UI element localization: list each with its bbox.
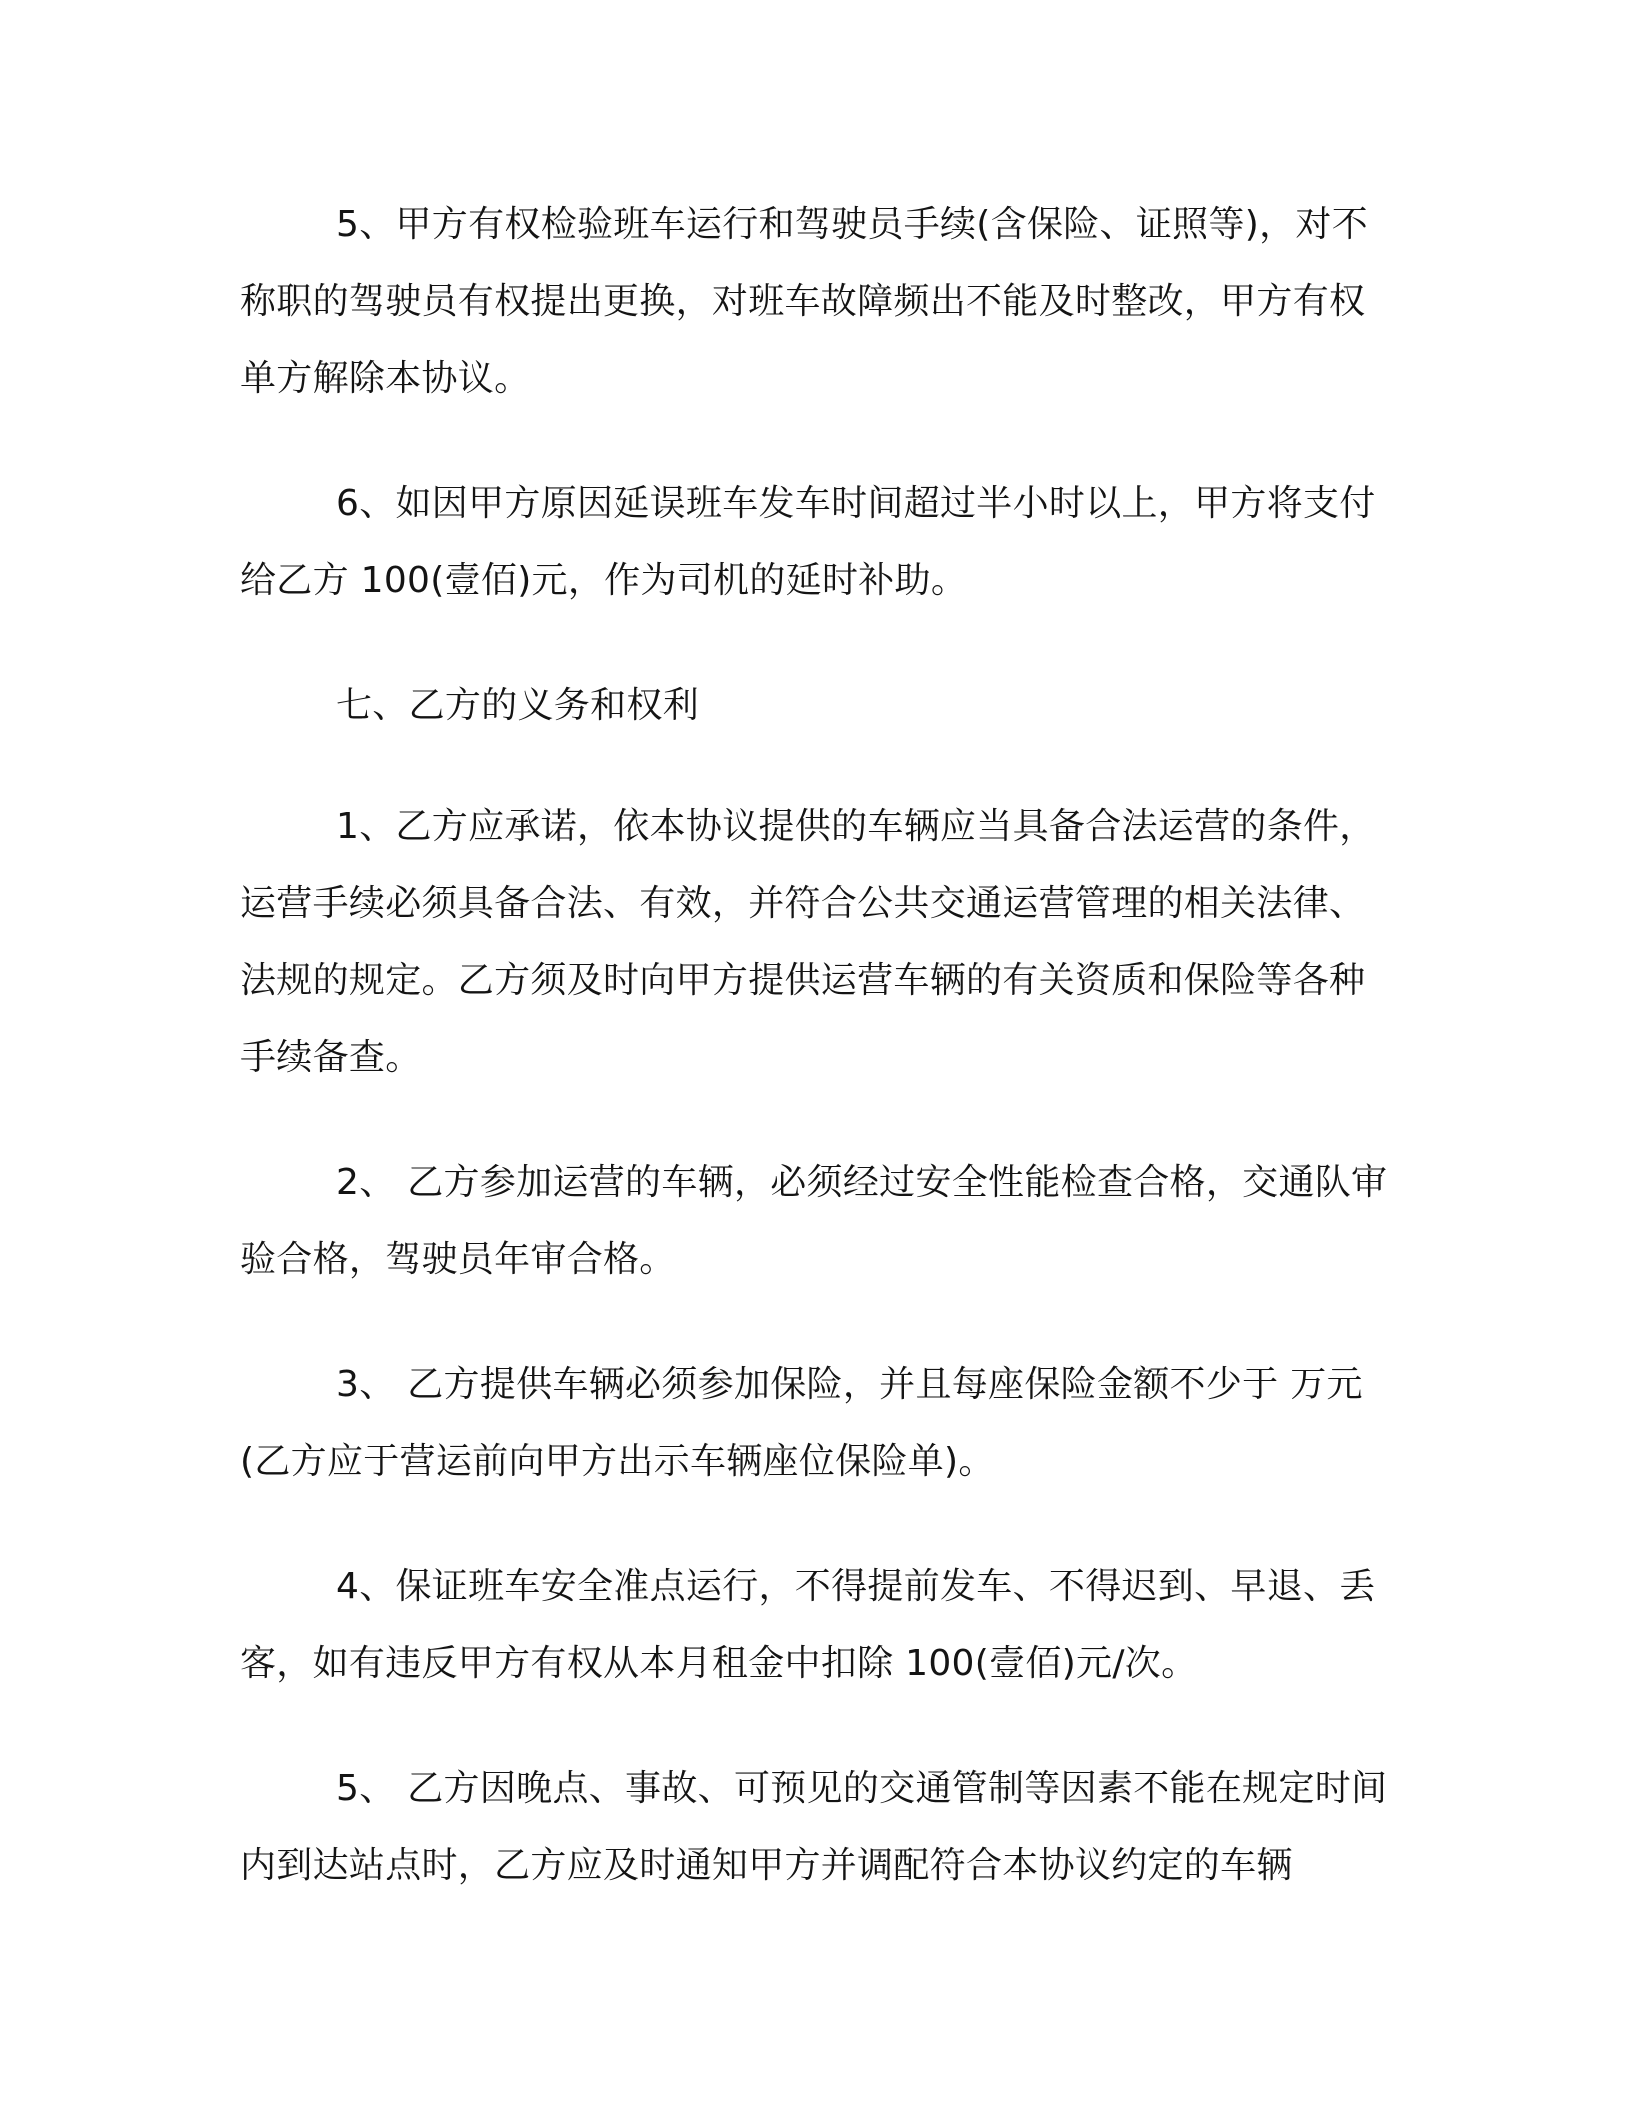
document-body bbox=[240, 186, 1395, 1952]
paragraph-clause-6-delay-compensation: 6、如因甲方原因延误班车发车时间超过半小时以上，甲方将支付给乙方 100(壹佰)元，作为司机的延时补助。 bbox=[240, 483, 1376, 601]
paragraph-clause-1-vehicle-compliance: 1、乙方应承诺，依本协议提供的车辆应当具备合法运营的条件，运营手续必须具备合法、有效，并符合公共交通运营管理的相关法律、法规的规定。乙方须及时向甲方提供运营车辆的有关资质和保险等各种手续备查。 bbox=[240, 806, 1376, 1078]
section-heading-party-b-obligations: 七、乙方的义务和权利 bbox=[336, 685, 700, 726]
paragraph-clause-2-safety-inspection: 2、 乙方参加运营的车辆，必须经过安全性能检查合格，交通队审验合格，驾驶员年审合格。 bbox=[240, 1162, 1388, 1280]
paragraph-clause-3-insurance: 3、 乙方提供车辆必须参加保险，并且每座保险金额不少于 万元(乙方应于营运前向甲方出示车辆座位保险单)。 bbox=[240, 1364, 1363, 1482]
paragraph-clause-4-punctuality: 4、保证班车安全准点运行，不得提前发车、不得迟到、早退、丢客，如有违反甲方有权从本月租金中扣除 100(壹佰)元/次。 bbox=[240, 1566, 1376, 1684]
paragraph-clause-5-delay-notification: 5、 乙方因晚点、事故、可预见的交通管制等因素不能在规定时间内到达站点时，乙方应及时通知甲方并调配符合本协议约定的车辆 bbox=[240, 1768, 1388, 1886]
paragraph-clause-5-party-a-inspection: 5、甲方有权检验班车运行和驾驶员手续(含保险、证照等)，对不称职的驾驶员有权提出更换，对班车故障频出不能及时整改，甲方有权单方解除本协议。 bbox=[240, 204, 1368, 399]
